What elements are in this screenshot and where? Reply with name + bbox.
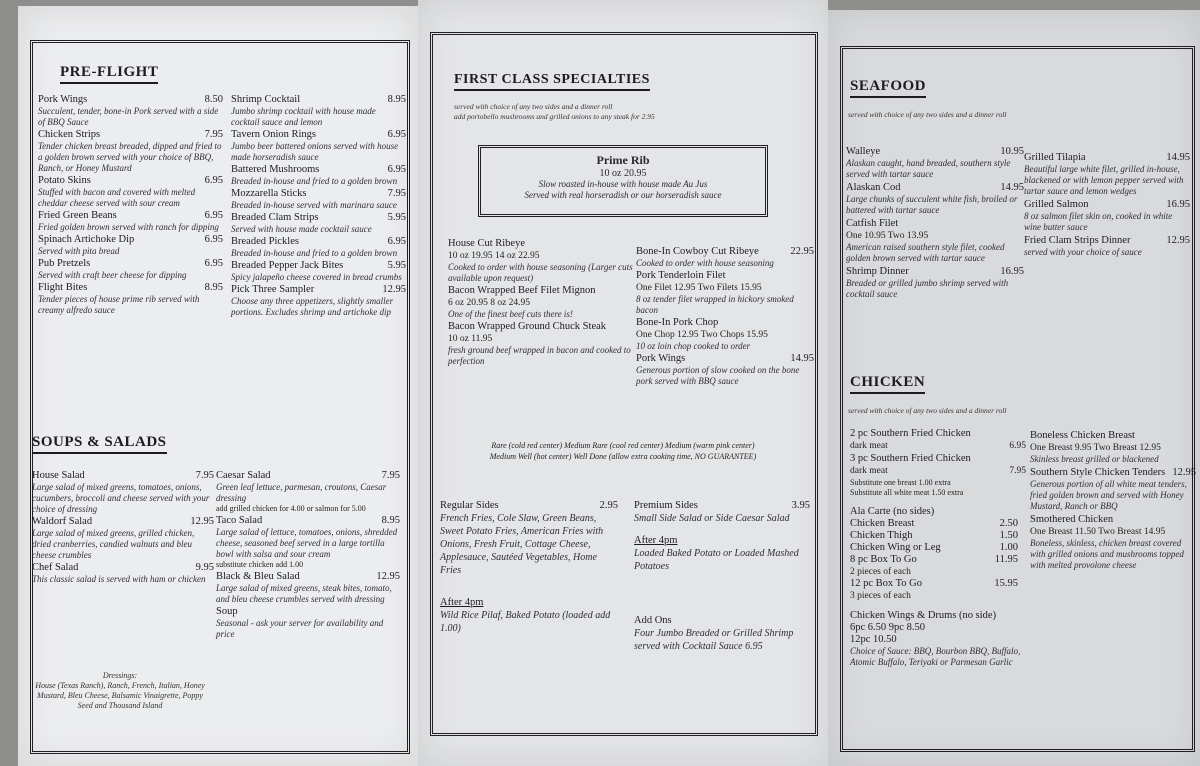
menu-item-price: 6.95 — [387, 164, 406, 175]
menu-item-header — [846, 146, 1024, 158]
menu-item-name: Alaskan Cod — [846, 182, 901, 193]
menu-item-name: Soup — [216, 606, 238, 617]
prime-rib-name: Prime Rib — [596, 153, 650, 167]
menu-item-price: 6.95 — [387, 129, 406, 140]
menu-item-header — [216, 606, 400, 618]
ala-carte-item-price: 1.00 — [999, 542, 1018, 553]
menu-item — [846, 218, 1024, 264]
menu-item — [846, 146, 1024, 180]
menu-item — [448, 238, 633, 284]
menu-item-header — [1030, 514, 1196, 526]
menu-item-header — [231, 212, 406, 224]
menu-item-description: Beautiful large white filet, grilled in-house, blackened or with lemon pepper served with tartar sauce and lemon wedges — [1024, 164, 1184, 196]
menu-item-description: 8 oz salmon filet skin on, cooked in white wine butter sauce — [1024, 211, 1173, 232]
menu-item — [38, 282, 223, 316]
menu-item-name: Breaded Pepper Jack Bites — [231, 260, 344, 271]
menu-item-name: Taco Salad — [216, 515, 263, 526]
menu-item-description: Breaded or grilled jumbo shrimp served with cocktail sauce — [846, 278, 1009, 299]
menu-item — [38, 234, 223, 257]
menu-item-description: 10 oz loin chop cooked to order — [636, 341, 751, 351]
menu-item-description: Choose any three appetizers, slightly smaller portions. Excludes shrimp and artichoke dip — [231, 296, 394, 317]
menu-item-header — [216, 470, 400, 482]
menu-item-name: Bone-In Pork Chop — [636, 317, 719, 328]
menu-item-name: Caesar Salad — [216, 470, 271, 481]
menu-item-extra: substitute chicken add 1.00 — [216, 560, 304, 569]
menu-item-description: Served with house made cocktail sauce — [231, 224, 372, 234]
menu-item-price: 12.95 — [1172, 467, 1196, 478]
menu-item-description: Seasonal - ask your server for availability and price — [216, 618, 384, 639]
ala-carte-item-price: 1.50 — [999, 530, 1018, 541]
menu-item-price: 12.95 — [376, 571, 400, 582]
menu-item-description: Stuffed with bacon and covered with melted cheddar cheese served with sour cream — [38, 187, 196, 208]
cooking-temperatures — [448, 440, 798, 462]
menu-item — [216, 606, 400, 640]
menu-item-name: Black & Bleu Salad — [216, 571, 300, 582]
soups-column-2 — [216, 470, 400, 641]
menu-item-price: 7.95 — [1009, 466, 1026, 476]
menu-item-price: 7.95 — [195, 470, 214, 481]
chicken-title: CHICKEN — [850, 374, 925, 394]
premium-sides-price: 3.95 — [791, 500, 810, 511]
menu-item — [448, 321, 633, 367]
menu-item — [38, 129, 223, 174]
menu-item-portions: 10 oz 19.95 14 oz 22.95 — [448, 251, 540, 261]
menu-item — [850, 453, 1026, 477]
menu-item-subrow — [850, 440, 1026, 452]
menu-item — [231, 94, 406, 128]
menu-item-description: served with your choice of sauce — [1024, 247, 1142, 257]
menu-item-extra: add grilled chicken for 4.00 or salmon for 5.00 — [216, 504, 366, 513]
premium-sides-block — [634, 500, 810, 653]
menu-item-description: Large chunks of succulent white fish, broiled or battered with tartar sauce — [846, 194, 1018, 215]
menu-item-name: Catfish Filet — [846, 218, 899, 229]
menu-item-price: 8.95 — [381, 515, 400, 526]
menu-item-header — [846, 266, 1024, 278]
chicken-note: served with choice of any two sides and a dinner roll — [848, 406, 1007, 415]
menu-item — [1024, 199, 1190, 233]
menu-item-name: Walleye — [846, 146, 881, 157]
menu-item-portions: 6 oz 20.95 8 oz 24.95 — [448, 298, 531, 308]
regular-sides-desc: French Fries, Cole Slaw, Green Beans, Sweet Potato Fries, American Fries with Onions, Fresh Fruit, Cottage Cheese, Applesauce, Sautéed Vegetables, Home Fries — [440, 513, 604, 576]
menu-item-name: Bacon Wrapped Beef Filet Mignon — [448, 285, 596, 296]
menu-item-price: 6.95 — [204, 210, 223, 221]
menu-item-description: Spicy jalapeño cheese covered in bread crumbs — [231, 272, 402, 282]
menu-item-price: 22.95 — [790, 246, 814, 257]
seafood-column-2 — [1024, 152, 1190, 260]
menu-item — [216, 515, 400, 570]
ala-carte-item-note: 2 pieces of each — [850, 567, 911, 577]
menu-item — [231, 236, 406, 259]
menu-item-description: Breaded in-house served with marinara sauce — [231, 200, 397, 210]
chicken-column-1 — [850, 428, 1026, 668]
menu-item — [1024, 152, 1190, 197]
menu-item-description: Jumbo shrimp cocktail with house made cocktail sauce and lemon — [231, 106, 376, 127]
menu-item-description: Tender chicken breast breaded, dipped and fried to a golden brown served with your choice of BBQ, Ranch, or Honey Mustard — [38, 141, 222, 173]
menu-item-header — [231, 129, 406, 141]
preflight-column-2 — [231, 94, 406, 319]
menu-item-description: American raised southern style filet, cooked golden brown served with tartar sauce — [846, 242, 1005, 263]
menu-item-header — [636, 353, 814, 365]
menu-item — [636, 353, 814, 387]
menu-item — [216, 571, 400, 605]
menu-item-price: 6.95 — [204, 258, 223, 269]
menu-item-price: 8.95 — [387, 94, 406, 105]
menu-item-name: Boneless Chicken Breast — [1030, 430, 1135, 441]
menu-item-price: 14.95 — [1166, 152, 1190, 163]
menu-item-price: 7.95 — [387, 188, 406, 199]
menu-item — [38, 210, 223, 233]
menu-item-header — [231, 284, 406, 296]
menu-item-header — [636, 317, 814, 329]
soups-column-1 — [32, 470, 214, 586]
menu-item-price: 14.95 — [790, 353, 814, 364]
menu-item-header — [38, 210, 223, 222]
ala-carte-item-price: 2.50 — [999, 518, 1018, 529]
menu-item — [231, 188, 406, 211]
ala-carte-item-note: 3 pieces of each — [850, 591, 911, 601]
menu-item — [1030, 467, 1196, 512]
preflight-column-1 — [38, 94, 223, 317]
menu-item-description: Large salad of mixed greens, steak bites, tomato, and bleu cheese crumbles served with dressing — [216, 583, 392, 604]
substitute-note-1: Substitute one breast 1.00 extra — [850, 478, 951, 487]
menu-item-name: Mozzarella Sticks — [231, 188, 307, 199]
ala-carte-item-name: Chicken Breast — [850, 518, 915, 529]
menu-item-price: 10.95 — [1000, 146, 1024, 157]
menu-item-name: 3 pc Southern Fried Chicken — [850, 453, 971, 464]
cooking-temps-line-2: Medium Well (hot center) Well Done (allow extra cooking time, NO GUARANTEE) — [489, 452, 757, 461]
menu-item-header — [448, 321, 633, 333]
after-4pm-desc-left: Wild Rice Pilaf, Baked Potato (loaded add 1.00) — [440, 610, 611, 634]
menu-item-name: 2 pc Southern Fried Chicken — [850, 428, 971, 439]
wings-sauce-choices: Choice of Sauce: BBQ, Bourbon BBQ, Buffalo, Atomic Buffalo, Teriyaki or Parmesan Garlic — [850, 646, 1021, 667]
dressings-label: Dressings: — [102, 671, 138, 680]
menu-item-description: Succulent, tender, bone-in Pork served with a side of BBQ Sauce — [38, 106, 219, 127]
seafood-title: SEAFOOD — [850, 78, 926, 98]
menu-item-price: 12.95 — [190, 516, 214, 527]
ala-carte-title: Ala Carte (no sides) — [850, 506, 935, 517]
menu-item — [1024, 235, 1190, 258]
menu-item-price: 8.95 — [204, 282, 223, 293]
menu-item-description: Large salad of mixed greens, tomatoes, onions, cucumbers, broccoli and cheese served with your choice of dressing — [32, 482, 210, 514]
ala-carte-item — [850, 554, 1026, 566]
menu-item — [231, 284, 406, 318]
menu-item-name: Grilled Tilapia — [1024, 152, 1086, 163]
menu-item — [32, 562, 214, 585]
menu-item-description: Green leaf lettuce, parmesan, croutons, Caesar dressing — [216, 482, 387, 503]
menu-item-name: Breaded Pickles — [231, 236, 299, 247]
add-ons-desc: Four Jumbo Breaded or Grilled Shrimp served with Cocktail Sauce 6.95 — [634, 628, 794, 652]
add-ons-name: Add Ons — [634, 615, 672, 626]
menu-item-price: 12.95 — [382, 284, 406, 295]
menu-item — [636, 270, 814, 316]
regular-sides-price: 2.95 — [599, 500, 618, 511]
ala-carte-item-name: Chicken Thigh — [850, 530, 913, 541]
menu-item-name: Shrimp Dinner — [846, 266, 909, 277]
prime-rib-desc-1: Slow roasted in-house with house made Au Jus — [538, 179, 708, 189]
ala-carte-item — [850, 518, 1026, 530]
menu-item-header — [38, 282, 223, 294]
menu-item-description: Cooked to order with house seasoning — [636, 258, 774, 268]
ala-carte-item-price: 11.95 — [994, 554, 1018, 565]
menu-item-description: Jumbo beer battered onions served with house made horseradish sauce — [231, 141, 399, 162]
menu-item-price: 8.50 — [204, 94, 223, 105]
menu-item-header — [32, 562, 214, 574]
menu-item-header — [38, 234, 223, 246]
menu-item-name: Potato Skins — [38, 175, 91, 186]
wings-prices-1: 6pc 6.50 9pc 8.50 — [850, 622, 925, 633]
menu-item-header — [448, 238, 633, 250]
menu-item-description: One of the finest beef cuts there is! — [448, 309, 573, 319]
ala-carte-item — [850, 542, 1026, 554]
menu-item-description: Breaded in-house and fried to a golden brown — [231, 176, 398, 186]
menu-item — [231, 164, 406, 187]
prime-rib-price: 10 oz 20.95 — [599, 168, 647, 179]
menu-item-name: Fried Clam Strips Dinner — [1024, 235, 1131, 246]
menu-item-header — [231, 260, 406, 272]
cooking-temps-line-1: Rare (cold red center) Medium Rare (cool red center) Medium (warm pink center) — [491, 441, 755, 450]
menu-item — [636, 246, 814, 269]
menu-item — [850, 428, 1026, 452]
menu-item-description: Breaded in-house and fried to a golden brown — [231, 248, 398, 258]
menu-item-portions: 10 oz 11.95 — [448, 334, 493, 344]
menu-item-portions: One Breast 9.95 Two Breast 12.95 — [1030, 443, 1161, 453]
menu-item — [846, 266, 1024, 300]
first-class-note-2: add portobello mushrooms and grilled onions to any steak for 2.95 — [454, 112, 655, 121]
menu-item-name: House Salad — [32, 470, 85, 481]
menu-item-header — [231, 236, 406, 248]
dressings-list — [32, 671, 208, 711]
menu-item-price: 6.95 — [204, 234, 223, 245]
menu-item-header — [231, 94, 406, 106]
first-class-title: FIRST CLASS SPECIALTIES — [454, 72, 650, 91]
menu-item-name: Pork Wings — [636, 353, 686, 364]
menu-item-portions: One Chop 12.95 Two Chops 15.95 — [636, 330, 768, 340]
regular-sides-block — [440, 500, 618, 635]
ala-carte-item-price: 15.95 — [994, 578, 1018, 589]
menu-item — [38, 258, 223, 281]
menu-item-header — [231, 164, 406, 176]
menu-item — [38, 175, 223, 209]
regular-sides-name: Regular Sides — [440, 500, 499, 511]
menu-item-description: Cooked to order with house seasoning (Larger cuts available upon request) — [448, 262, 633, 283]
menu-item — [231, 129, 406, 163]
menu-item — [1030, 514, 1196, 571]
menu-item-name: Shrimp Cocktail — [231, 94, 301, 105]
menu-item-description: 8 oz tender filet wrapped in hickory smoked bacon — [636, 294, 794, 315]
menu-item-description: Fried golden brown served with ranch for dipping — [38, 222, 219, 232]
menu-item-name: Breaded Clam Strips — [231, 212, 319, 223]
menu-item — [32, 516, 214, 561]
menu-item-price: 6.95 — [387, 236, 406, 247]
menu-item-description: This classic salad is served with ham or chicken — [32, 574, 206, 584]
menu-item-name: Bacon Wrapped Ground Chuck Steak — [448, 321, 607, 332]
first-class-note-1: served with choice of any two sides and a dinner roll — [454, 102, 613, 111]
menu-item-name: Chef Salad — [32, 562, 79, 573]
menu-item-name: Southern Style Chicken Tenders — [1030, 467, 1166, 478]
prime-rib-box — [478, 145, 768, 217]
menu-item-price: 7.95 — [204, 129, 223, 140]
menu-item — [216, 470, 400, 514]
menu-item-header — [1024, 199, 1190, 211]
seafood-note: served with choice of any two sides and a dinner roll — [848, 110, 1007, 119]
menu-item-header — [38, 129, 223, 141]
menu-item-header — [32, 470, 214, 482]
menu-item — [636, 317, 814, 352]
menu-item-name: Chicken Strips — [38, 129, 101, 140]
menu-item-description: Served with craft beer cheese for dipping — [38, 270, 187, 280]
menu-item-header — [846, 218, 1024, 230]
seafood-column-1 — [846, 146, 1024, 302]
menu-item-header — [1030, 467, 1196, 479]
menu-item-price: 5.95 — [387, 212, 406, 223]
menu-item-name: Bone-In Cowboy Cut Ribeye — [636, 246, 759, 257]
menu-item-name: Flight Bites — [38, 282, 88, 293]
menu-item-portions: One 10.95 Two 13.95 — [846, 231, 929, 241]
menu-item-header — [1024, 235, 1190, 247]
ala-carte-item — [850, 578, 1026, 590]
menu-item-subrow — [850, 465, 1026, 477]
menu-item-name: Pub Pretzels — [38, 258, 91, 269]
menu-item-header — [32, 516, 214, 528]
menu-item-portions: One Filet 12.95 Two Filets 15.95 — [636, 283, 762, 293]
menu-item-name: Battered Mushrooms — [231, 164, 320, 175]
menu-item-description: Skinless breast grilled or blackened — [1030, 454, 1159, 464]
menu-item-price: 7.95 — [381, 470, 400, 481]
ala-carte-item — [850, 530, 1026, 542]
premium-sides-desc: Small Side Salad or Side Caesar Salad — [634, 513, 790, 524]
menu-item-description: Generous portion of all white meat tenders, fried golden brown and served with Honey Mustard, Ranch or BBQ — [1030, 479, 1187, 511]
menu-item-description: Large salad of lettuce, tomatoes, onions, shredded cheese, seasoned beef served in a large tortilla bowl with salsa and sour cream — [216, 527, 398, 559]
first-class-column-2 — [636, 246, 814, 388]
ala-carte-item-name: Chicken Wing or Leg — [850, 542, 941, 553]
menu-item-price: 16.95 — [1166, 199, 1190, 210]
menu-item-header — [846, 182, 1024, 194]
menu-item-price: 16.95 — [1000, 266, 1024, 277]
after-4pm-desc-right: Loaded Baked Potato or Loaded Mashed Potatoes — [634, 548, 799, 572]
chicken-column-2 — [1030, 430, 1196, 573]
menu-item-header — [38, 258, 223, 270]
menu-item — [1030, 430, 1196, 465]
menu-item — [32, 470, 214, 515]
menu-item-portions: dark meat — [850, 441, 888, 451]
after-4pm-label-right: After 4pm — [634, 535, 678, 546]
menu-item-name: Pork Wings — [38, 94, 88, 105]
menu-item-description: Boneless, skinless, chicken breast covered with grilled onions and mushrooms topped with melted provolone cheese — [1030, 538, 1184, 570]
menu-item-header — [1030, 430, 1196, 442]
ala-carte-item-name: 8 pc Box To Go — [850, 554, 917, 565]
substitute-note-2: Substitute all white meat 1.50 extra — [850, 488, 964, 497]
menu-item-header — [636, 270, 814, 282]
menu-item-name: Pick Three Sampler — [231, 284, 315, 295]
menu-item-name: Spinach Artichoke Dip — [38, 234, 135, 245]
menu-item-portions: One Breast 11.50 Two Breast 14.95 — [1030, 527, 1166, 537]
menu-panel-right — [828, 10, 1200, 766]
menu-item-name: Pork Tenderloin Filet — [636, 270, 726, 281]
wings-prices-2: 12pc 10.50 — [850, 634, 897, 645]
dressings-text: House (Texas Ranch), Ranch, French, Italian, Honey Mustard, Bleu Cheese, Balsamic Vinaigrette, Poppy Seed and Thousand Island — [35, 681, 205, 710]
menu-item-description: Large salad of mixed greens, grilled chicken, dried cranberries, candied walnuts and bleu cheese crumbles — [32, 528, 195, 560]
menu-item-description: Alaskan caught, hand breaded, southern style served with tartar sauce — [846, 158, 1011, 179]
menu-item — [231, 212, 406, 235]
menu-item-name: Smothered Chicken — [1030, 514, 1114, 525]
menu-item-price: 9.95 — [195, 562, 214, 573]
menu-item-header — [636, 246, 814, 258]
menu-panel-left — [18, 6, 418, 766]
menu-item — [846, 182, 1024, 216]
first-class-column-1 — [448, 238, 633, 368]
menu-item-name: House Cut Ribeye — [448, 238, 525, 249]
menu-item-price: 14.95 — [1000, 182, 1024, 193]
menu-item-price: 6.95 — [204, 175, 223, 186]
menu-item — [38, 94, 223, 128]
menu-item-header — [1024, 152, 1190, 164]
menu-item-portions: dark meat — [850, 466, 888, 476]
menu-item — [448, 285, 633, 320]
menu-item-description: Generous portion of slow cooked on the bone pork served with BBQ sauce — [636, 365, 800, 386]
prime-rib-desc-2: Served with real horseradish or our horseradish sauce — [524, 190, 722, 200]
preflight-title: PRE-FLIGHT — [60, 64, 158, 84]
menu-item-header — [216, 571, 400, 583]
soups-salads-title: SOUPS & SALADS — [32, 434, 167, 454]
after-4pm-label-left: After 4pm — [440, 597, 484, 608]
menu-item-description: Tender pieces of house prime rib served with creamy alfredo sauce — [38, 294, 200, 315]
menu-item — [231, 260, 406, 283]
menu-item-price: 12.95 — [1166, 235, 1190, 246]
menu-item-name: Waldorf Salad — [32, 516, 93, 527]
menu-item-name: Fried Green Beans — [38, 210, 117, 221]
menu-item-header — [216, 515, 400, 527]
ala-carte-item-name: 12 pc Box To Go — [850, 578, 922, 589]
menu-item-name: Tavern Onion Rings — [231, 129, 317, 140]
menu-item-header — [231, 188, 406, 200]
menu-item-description: fresh ground beef wrapped in bacon and cooked to perfection — [448, 345, 631, 366]
menu-item-header — [38, 94, 223, 106]
menu-item-name: Grilled Salmon — [1024, 199, 1089, 210]
menu-item-price: 5.95 — [387, 260, 406, 271]
menu-panel-middle — [418, 0, 828, 766]
menu-item-price: 6.95 — [1009, 441, 1026, 451]
menu-item-header — [448, 285, 633, 297]
menu-item-header — [38, 175, 223, 187]
menu-item-description: Served with pita bread — [38, 246, 120, 256]
premium-sides-name: Premium Sides — [634, 500, 698, 511]
wings-title: Chicken Wings & Drums (no side) — [850, 610, 997, 621]
